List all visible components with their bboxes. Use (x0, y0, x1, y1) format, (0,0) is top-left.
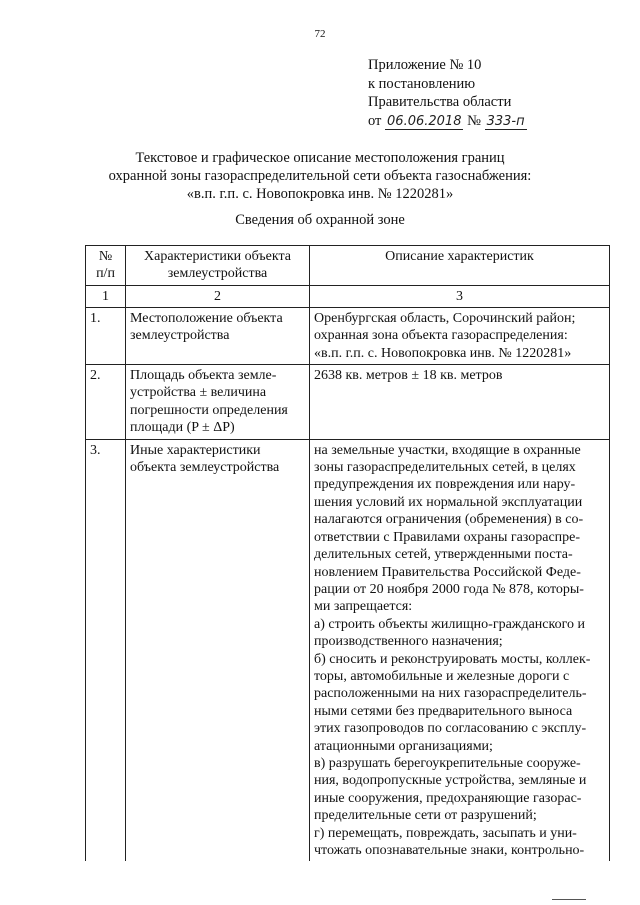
title-line-1: Текстовое и графическое описание местоположения границ (135, 150, 505, 166)
description-line: зоны газораспределительных сетей, в целях (314, 460, 576, 476)
description-line: пределительные сети от разрушений; (314, 808, 537, 824)
header-col-characteristics-line-2: землеустройства (167, 266, 268, 282)
column-numbers-row (86, 285, 610, 307)
footer-divider (552, 899, 586, 900)
description-line: 2638 кв. метров ± 18 кв. метров (314, 368, 503, 384)
description-line: налагаются ограничения (обременения) в со- (314, 512, 584, 528)
description-line: чтожать опознавательные знаки, контрольно- (314, 843, 585, 858)
header-col-description: Описание характеристик (310, 246, 610, 286)
description-line: этих газопроводов по согласованию с эксплу- (314, 721, 587, 737)
description-line: производственного назначения; (314, 634, 503, 650)
row-description (310, 307, 610, 364)
table-row (86, 307, 610, 364)
description-line: ответствии с Правилами охраны газораспре- (314, 529, 581, 545)
description-line: г) перемещать, повреждать, засыпать и уни- (314, 825, 577, 841)
row-characteristic (126, 365, 310, 440)
row-characteristic (126, 439, 310, 861)
description-line: шения условий их нормальной эксплуатации (314, 494, 583, 510)
title-line-2: охранной зоны газораспределительной сети объекта газоснабжения: (108, 168, 532, 184)
column-number-3: 3 (310, 285, 610, 307)
description-line: охранная зона объекта газораспределения: (314, 328, 568, 344)
column-number-2: 2 (126, 285, 310, 307)
description-line: в) разрушать берегоукрепительные сооруже- (314, 755, 581, 771)
description-line: б) сносить и реконструировать мосты, коллек- (314, 651, 591, 667)
description-line: торы, автомобильные и железные дороги с (314, 668, 570, 684)
description-line: ными сетями без предварительного выноса (314, 703, 573, 719)
table-row (86, 439, 610, 861)
protection-zone-table (85, 245, 610, 861)
characteristic-line: погрешности определения (130, 402, 288, 418)
header-col-number-line-2: п/п (96, 266, 115, 282)
document-title (0, 149, 640, 203)
description-line: Оренбургская область, Сорочинский район; (314, 310, 576, 326)
description-line: предупреждения их повреждения или нару- (314, 477, 576, 493)
description-line: атационными организациями; (314, 738, 493, 754)
description-line: «в.п. г.п. с. Новопокровка инв. № 1220281» (314, 345, 572, 361)
characteristic-line: Площадь объекта земле- (130, 368, 277, 384)
table-header-row (86, 246, 610, 286)
row-characteristic (126, 307, 310, 364)
appendix-line-1: Приложение № 10 (368, 57, 482, 73)
header-col-number (86, 246, 126, 286)
description-line: ния, водопропускные устройства, земляные и (314, 773, 587, 789)
section-subtitle: Сведения об охранной зоне (235, 212, 405, 228)
row-number: 2. (86, 365, 126, 440)
title-line-3: «в.п. г.п. с. Новопокровка инв. № 1220281» (186, 186, 454, 202)
description-line: рации от 20 ноября 2000 года № 878, которы- (314, 581, 584, 597)
description-line: а) строить объекты жилищно-гражданского и (314, 616, 585, 632)
description-line: иные сооружения, предохраняющие газорас- (314, 790, 582, 806)
description-line: делительных сетей, утвержденными поста- (314, 547, 573, 563)
description-line: расположенными на них газораспределитель- (314, 686, 587, 702)
characteristic-line: землеустройства (130, 328, 230, 344)
characteristic-line: объекта землеустройства (130, 460, 280, 476)
number-sign: № (467, 112, 481, 129)
appendix-from-prefix: от (368, 112, 382, 129)
appendix-block (368, 56, 527, 130)
handwritten-number: 333-п (486, 113, 525, 129)
appendix-date-line (368, 112, 527, 131)
description-line: ми запрещается: (314, 599, 413, 615)
column-number-1: 1 (86, 285, 126, 307)
row-number: 1. (86, 307, 126, 364)
page-number: 72 (314, 28, 326, 40)
handwritten-date: 06.06.2018 (387, 113, 462, 129)
description-line: новлением Правительства Российской Феде- (314, 564, 581, 580)
characteristic-line: Иные характеристики (130, 442, 261, 458)
table-row (86, 365, 610, 440)
row-number: 3. (86, 439, 126, 861)
appendix-line-2: к постановлению (368, 75, 476, 92)
description-line: на земельные участки, входящие в охранные (314, 442, 581, 458)
row-description (310, 439, 610, 861)
row-description (310, 365, 610, 440)
characteristic-line: площади (P ± ΔP) (130, 420, 235, 436)
appendix-line-3: Правительства области (368, 94, 512, 110)
header-col-characteristics (126, 246, 310, 286)
characteristic-line: Местоположение объекта (130, 310, 283, 326)
characteristic-line: устройства ± величина (130, 385, 267, 401)
header-col-characteristics-line-1: Характеристики объекта (144, 249, 291, 264)
header-col-number-line-1: № (98, 249, 113, 264)
